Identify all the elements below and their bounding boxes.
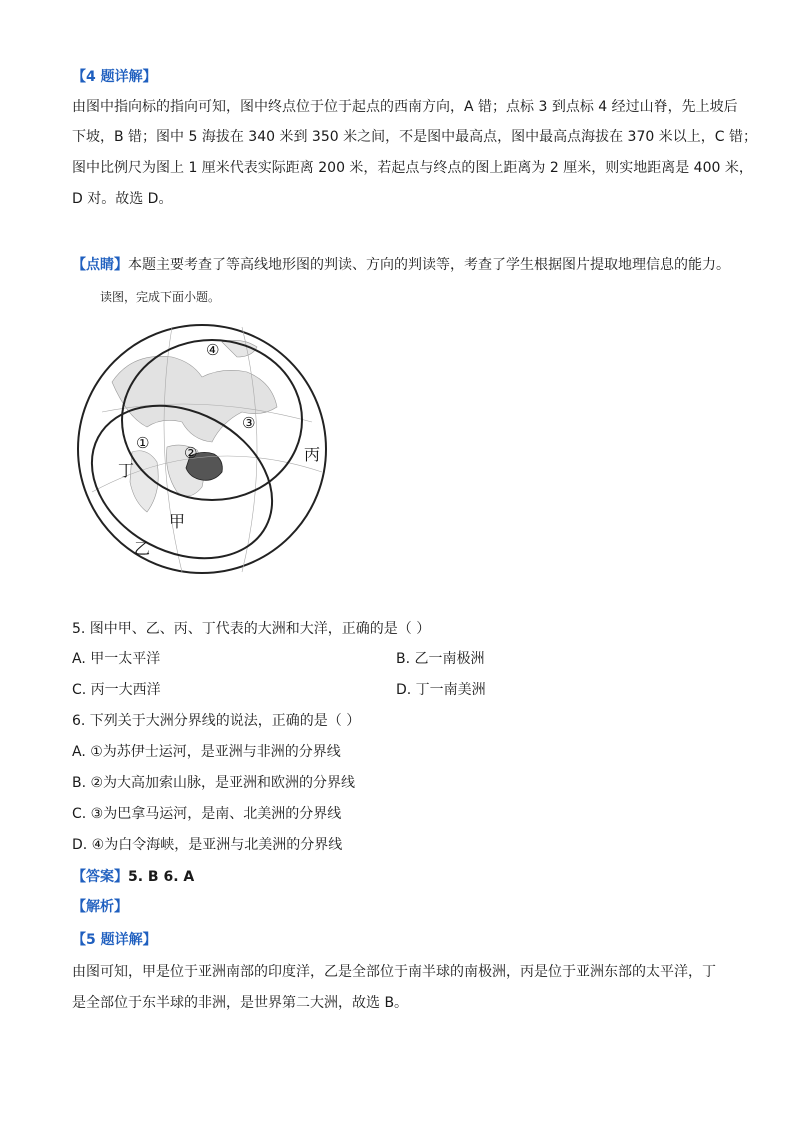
label-circle1: ① xyxy=(136,434,150,452)
reading-prompt: 读图，完成下面小题。 xyxy=(100,290,221,304)
answer-line xyxy=(72,866,194,888)
label-circle2: ② xyxy=(184,444,198,462)
label-circle3: ③ xyxy=(242,414,256,432)
analysis-label: 【解析】 xyxy=(72,899,128,915)
section5-heading: 【5 题详解】 xyxy=(72,932,157,948)
question-6-stem: 6. 下列关于大洲分界线的说法，正确的是（ ） xyxy=(72,713,361,729)
section4-line-4: D 对。故选 D。 xyxy=(72,191,173,207)
world-map-figure xyxy=(72,322,332,577)
section4-line-1: 由图中指向标的指向可知，图中终点位于位于起点的西南方向，A 错；点标 3 到点标 4 经过山脊，先上坡后 xyxy=(72,99,738,115)
label-yi: 乙 xyxy=(134,539,151,558)
answer-text: 5. B 6. A xyxy=(128,869,195,885)
section4-line-3: 图中比例尺为图上 1 厘米代表实际距离 200 米，若起点与终点的图上距离为 2 厘米，则实地距离是 400 米， xyxy=(72,160,753,176)
section5-line-2: 是全部位于东半球的非洲，是世界第二大洲，故选 B。 xyxy=(72,995,409,1011)
label-bing: 丙 xyxy=(304,445,321,464)
q6-option-a: A. ①为苏伊士运河，是亚洲与非洲的分界线 xyxy=(72,744,341,760)
q5-option-b: B. 乙一南极洲 xyxy=(396,651,485,667)
dianjing-text: 本题主要考查了等高线地形图的判读、方向的判读等，考查了学生根据图片提取地理信息的能力。 xyxy=(128,257,730,273)
label-circle4: ④ xyxy=(206,341,220,359)
label-jia: 甲 xyxy=(169,512,186,531)
question-5-stem: 5. 图中甲、乙、丙、丁代表的大洲和大洋，正确的是（ ） xyxy=(72,621,431,637)
dianjing-label: 【点睛】 xyxy=(72,257,128,273)
section5-line-1: 由图可知，甲是位于亚洲南部的印度洋，乙是全部位于南半球的南极洲，丙是位于亚洲东部的太平洋，丁 xyxy=(72,964,716,980)
q5-option-d: D. 丁一南美洲 xyxy=(396,682,486,698)
q6-option-b: B. ②为大高加索山脉，是亚洲和欧洲的分界线 xyxy=(72,775,356,791)
q5-option-c: C. 丙一大西洋 xyxy=(72,682,161,698)
dianjing-paragraph xyxy=(72,254,730,276)
answer-label: 【答案】 xyxy=(72,869,128,885)
q6-option-c: C. ③为巴拿马运河，是南、北美洲的分界线 xyxy=(72,806,342,822)
q6-option-d: D. ④为白令海峡，是亚洲与北美洲的分界线 xyxy=(72,837,343,853)
section4-line-2: 下坡，B 错；图中 5 海拔在 340 米到 350 米之间，不是图中最高点，图中最高点海拔在 370 米以上，C 错； xyxy=(72,129,757,145)
q5-option-a: A. 甲一太平洋 xyxy=(72,651,161,667)
label-ding: 丁 xyxy=(118,461,135,480)
section4-heading: 【4 题详解】 xyxy=(72,69,157,85)
